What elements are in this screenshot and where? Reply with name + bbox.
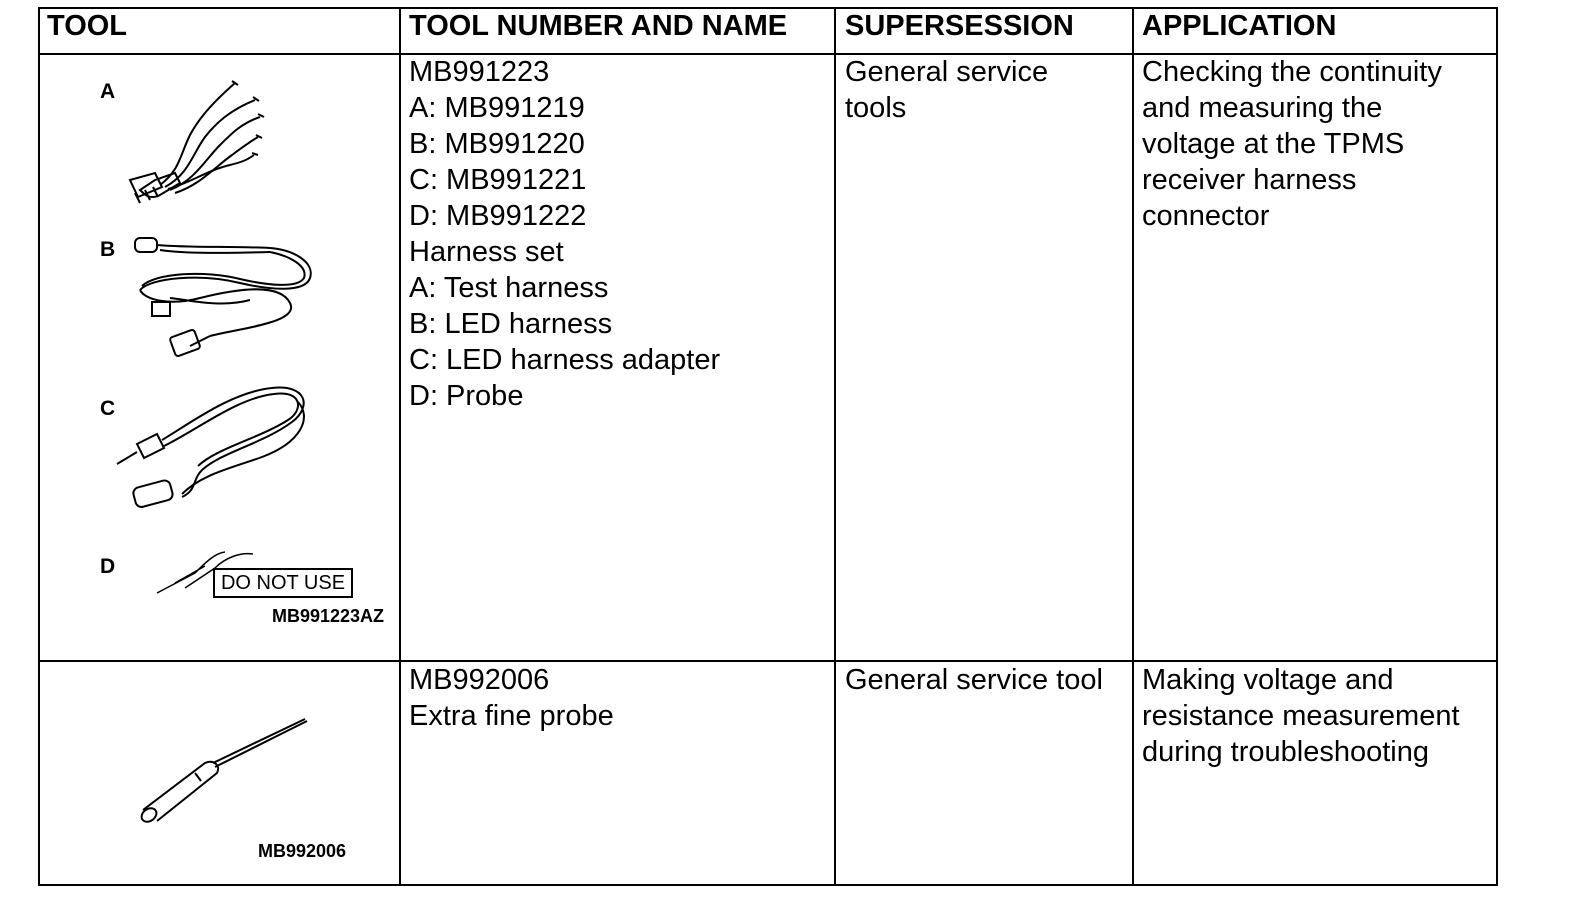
line: B: MB991220 [409, 128, 585, 160]
row-2-supersession [845, 662, 1103, 698]
column-divider-2 [834, 7, 836, 886]
row-2-tool-number-and-name [409, 662, 614, 734]
line: and measuring the [1142, 92, 1383, 124]
line: C: LED harness adapter [409, 344, 721, 376]
line: Harness set [409, 236, 564, 268]
line: MB992006 [409, 664, 550, 696]
figure-label-b: B [100, 238, 116, 261]
line: Making voltage and [1142, 664, 1394, 696]
header-tool-number-and-name: TOOL NUMBER AND NAME [409, 10, 788, 42]
line: voltage at the TPMS [1142, 128, 1405, 160]
line: tools [845, 92, 907, 124]
line: General service [845, 56, 1049, 88]
line: B: LED harness [409, 308, 613, 340]
row-2-application [1142, 662, 1460, 770]
line: D: Probe [409, 380, 524, 412]
header-supersession: SUPERSESSION [845, 10, 1074, 42]
table-border-left [38, 7, 40, 886]
row-1-tool-number-and-name [409, 54, 720, 414]
line: connector [1142, 200, 1270, 232]
figure-code-mb991223az: MB991223AZ [272, 606, 385, 626]
figure-label-d: D [100, 555, 116, 578]
column-divider-3 [1132, 7, 1134, 886]
line: D: MB991222 [409, 200, 587, 232]
line: receiver harness [1142, 164, 1357, 196]
table-border-bottom [38, 884, 1498, 886]
line: resistance measurement [1142, 700, 1460, 732]
line: Extra fine probe [409, 700, 614, 732]
led-harness-illustration [130, 228, 320, 363]
line: A: Test harness [409, 272, 609, 304]
header-application: APPLICATION [1142, 10, 1337, 42]
figure-code-mb992006: MB992006 [258, 841, 347, 861]
figure-label-a: A [100, 80, 116, 103]
test-harness-illustration [120, 75, 270, 210]
line: A: MB991219 [409, 92, 585, 124]
row-1-supersession [845, 54, 1048, 126]
led-harness-adapter-illustration [112, 382, 312, 512]
column-divider-1 [399, 7, 401, 886]
line: Checking the continuity [1142, 56, 1442, 88]
header-tool: TOOL [47, 10, 128, 42]
line: C: MB991221 [409, 164, 587, 196]
table-border-right [1496, 7, 1498, 886]
figure-label-c: C [100, 397, 116, 420]
row-1-application [1142, 54, 1442, 234]
extra-fine-probe-illustration [135, 715, 315, 825]
line: General service tool [845, 664, 1103, 696]
line: MB991223 [409, 56, 550, 88]
line: during troubleshooting [1142, 736, 1429, 768]
do-not-use-stamp: DO NOT USE [213, 568, 353, 598]
